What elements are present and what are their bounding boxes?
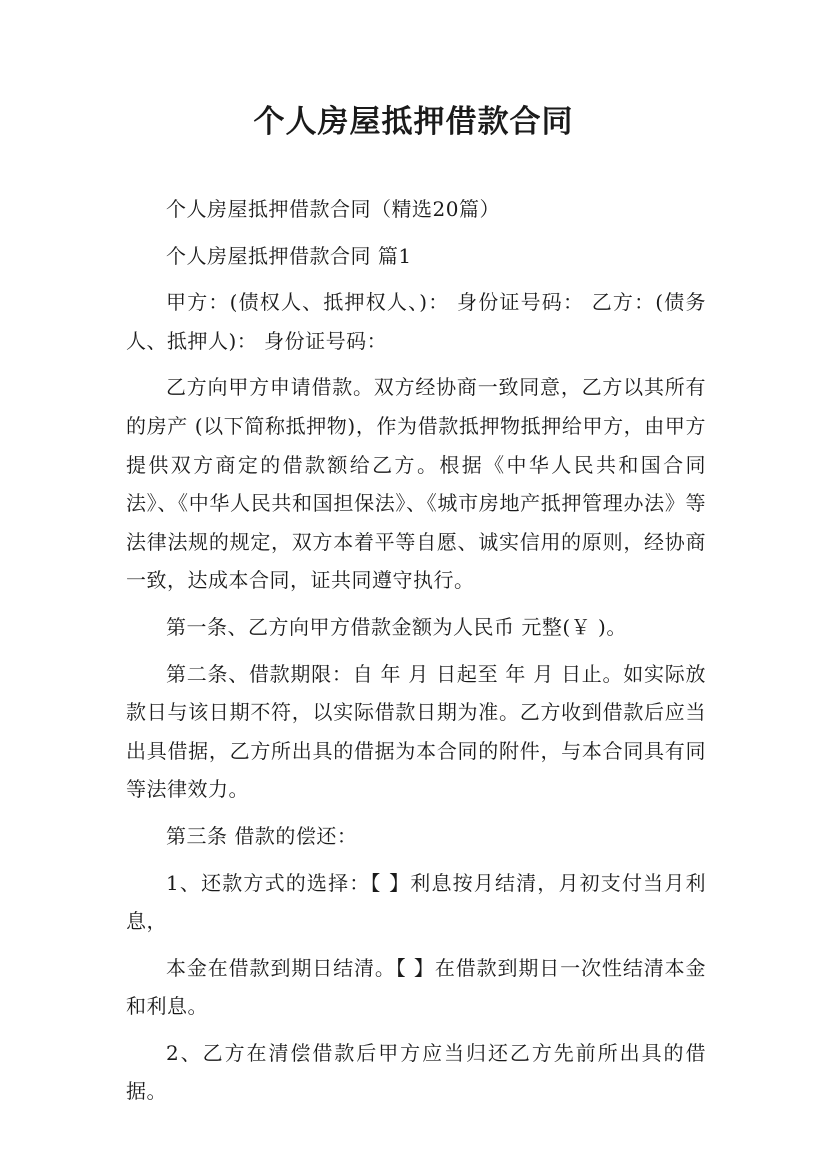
document-title: 个人房屋抵押借款合同	[253, 104, 574, 140]
document-body	[126, 190, 706, 1119]
paragraph-parties: 甲方：(债权人、抵押权人、)： 身份证号码： 乙方：(债务人、抵押人)： 身份证号码：	[126, 290, 706, 353]
paragraph-article-2: 第二条、借款期限：自 年 月 日起至 年 月 日止。如实际放款日与该日期不符，以实际借款日期为准。乙方收到借款后应当出具借据，乙方所出具的借据为本合同的附件，与本合同具有同等法律效力。	[126, 661, 706, 802]
paragraph-repayment-method: 1、还款方式的选择：【 】利息按月结清，月初支付当月利息，	[126, 870, 706, 934]
paragraph-section-heading: 个人房屋抵押借款合同 篇1	[166, 243, 412, 268]
paragraph-receipt-return: 2、乙方在清偿借款后甲方应当归还乙方先前所出具的借据。	[126, 1040, 706, 1104]
paragraph-article-3-heading: 第三条 借款的偿还：	[166, 823, 358, 848]
paragraph-principal-settlement: 本金在借款到期日结清。【 】在借款到期日一次性结清本金和利息。	[126, 955, 706, 1019]
paragraph-preamble: 乙方向甲方申请借款。双方经协商一致同意，乙方以其所有的房产 (以下简称抵押物)，作为借款抵押物抵押给甲方，由甲方提供双方商定的借款额给乙方。根据《中华人民共和国合同法》、《中华人民共和国担保法》、《城市房地产抵押管理办法》等法律法规的规定，双方本着平等自愿、诚实信用的原则，经协商一致，达成本合同，证共同遵守执行。	[126, 375, 706, 593]
paragraph-article-1: 第一条、乙方向甲方借款金额为人民币 元整(￥ )。	[166, 614, 627, 639]
paragraph-subtitle: 个人房屋抵押借款合同（精选20篇）	[166, 197, 500, 221]
